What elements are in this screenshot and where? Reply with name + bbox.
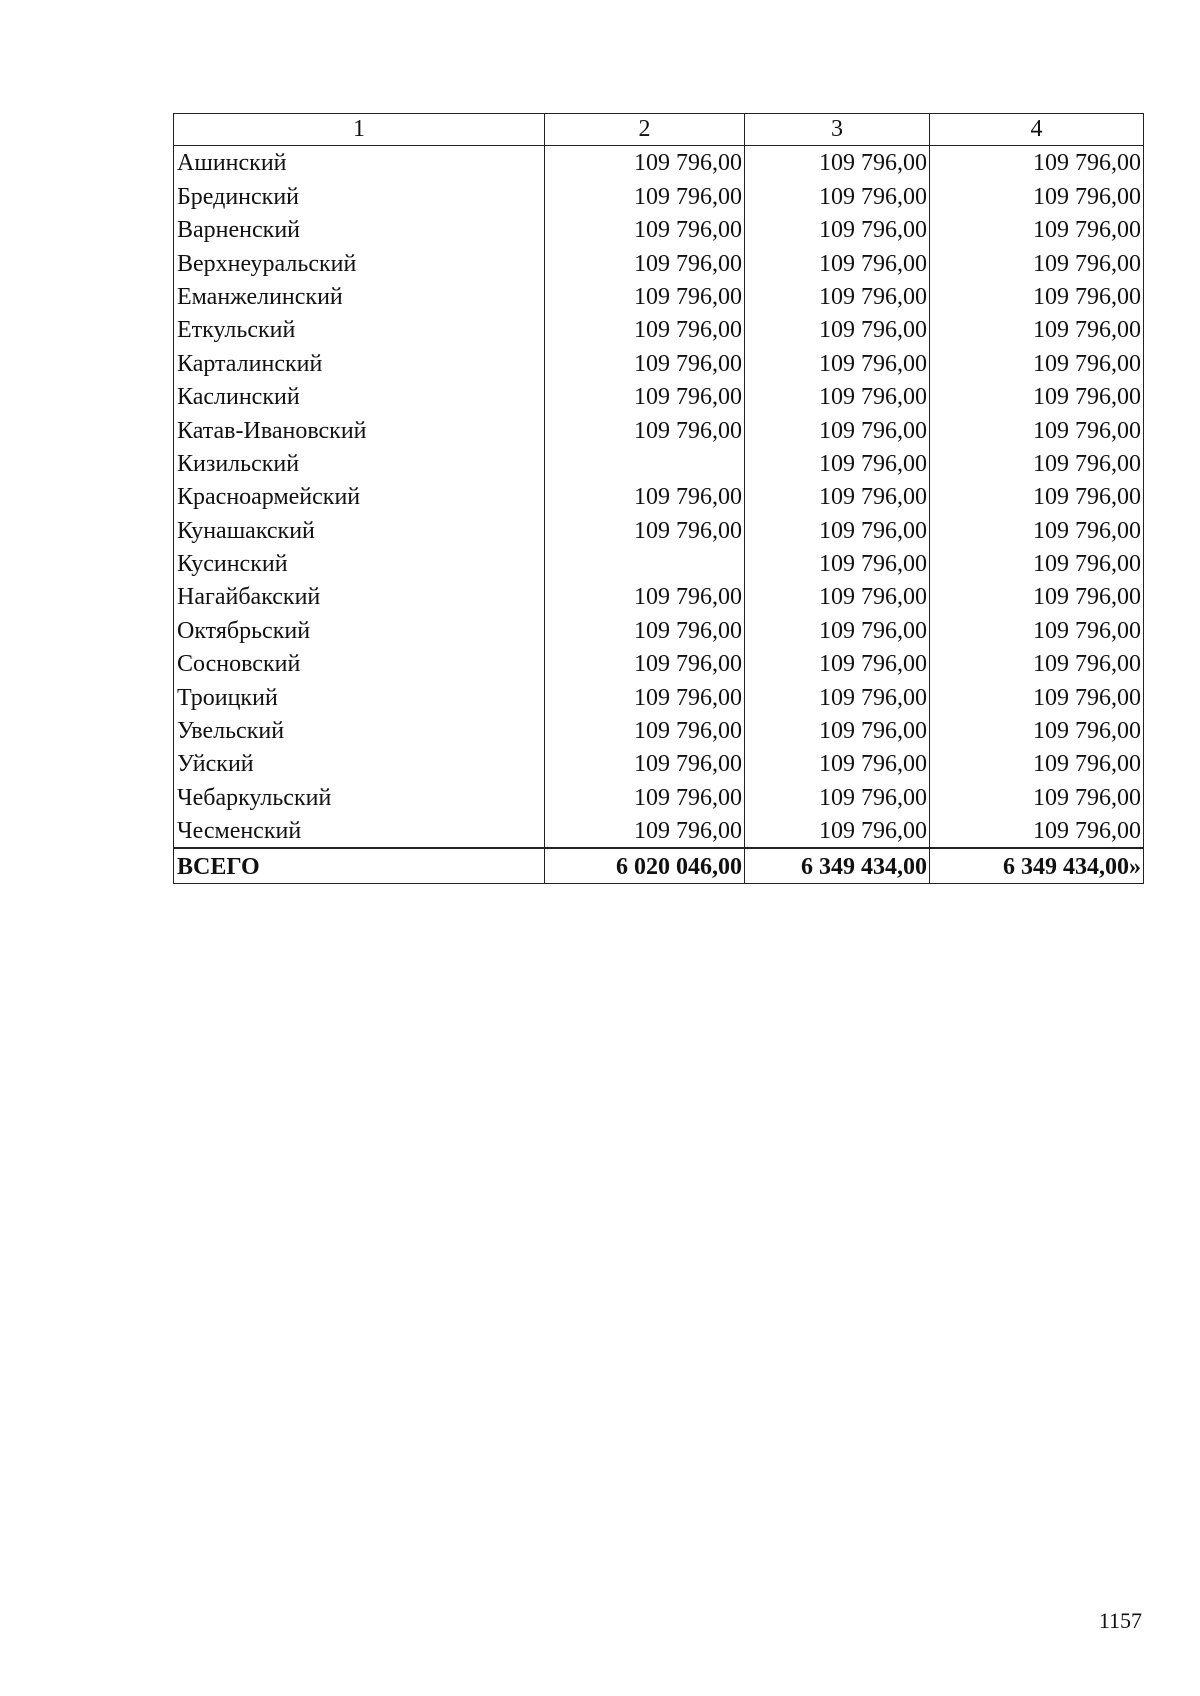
value-col-2: 109 796,00 xyxy=(545,780,745,813)
value-col-4: 109 796,00 xyxy=(930,280,1144,313)
district-name: Красноармейский xyxy=(174,480,545,513)
table-row xyxy=(174,313,1144,346)
value-col-4: 109 796,00 xyxy=(930,313,1144,346)
table-row xyxy=(174,613,1144,646)
value-col-4: 109 796,00 xyxy=(930,547,1144,580)
table-row xyxy=(174,413,1144,446)
value-col-3: 109 796,00 xyxy=(745,146,930,180)
district-name: Кунашакский xyxy=(174,513,545,546)
value-col-4: 109 796,00 xyxy=(930,346,1144,379)
district-name: Верхнеуральский xyxy=(174,246,545,279)
value-col-3: 109 796,00 xyxy=(745,814,930,848)
value-col-3: 109 796,00 xyxy=(745,380,930,413)
district-name: Чебаркульский xyxy=(174,780,545,813)
table-row xyxy=(174,146,1144,180)
column-header-3: 3 xyxy=(745,114,930,146)
table-row xyxy=(174,447,1144,480)
table-row xyxy=(174,680,1144,713)
table-row xyxy=(174,580,1144,613)
table-row xyxy=(174,513,1144,546)
value-col-2: 109 796,00 xyxy=(545,246,745,279)
value-col-4: 109 796,00 xyxy=(930,714,1144,747)
table-header-row xyxy=(174,114,1144,146)
value-col-3: 109 796,00 xyxy=(745,513,930,546)
value-col-4: 109 796,00 xyxy=(930,146,1144,180)
table-row xyxy=(174,380,1144,413)
value-col-4: 109 796,00 xyxy=(930,447,1144,480)
district-name: Кизильский xyxy=(174,447,545,480)
value-col-3: 109 796,00 xyxy=(745,747,930,780)
value-col-2: 109 796,00 xyxy=(545,680,745,713)
district-name: Еманжелинский xyxy=(174,280,545,313)
value-col-4: 109 796,00 xyxy=(930,647,1144,680)
value-col-3: 109 796,00 xyxy=(745,647,930,680)
value-col-3: 109 796,00 xyxy=(745,780,930,813)
total-label: ВСЕГО xyxy=(174,848,545,883)
table-row xyxy=(174,747,1144,780)
value-col-3: 109 796,00 xyxy=(745,447,930,480)
value-col-3: 109 796,00 xyxy=(745,346,930,379)
district-name: Карталинский xyxy=(174,346,545,379)
value-col-2: 109 796,00 xyxy=(545,814,745,848)
value-col-3: 109 796,00 xyxy=(745,280,930,313)
district-name: Кусинский xyxy=(174,547,545,580)
page-number: 1157 xyxy=(1098,1608,1142,1633)
table-row xyxy=(174,547,1144,580)
value-col-3: 109 796,00 xyxy=(745,580,930,613)
district-name: Увельский xyxy=(174,714,545,747)
value-col-4: 109 796,00 xyxy=(930,246,1144,279)
value-col-3: 109 796,00 xyxy=(745,179,930,212)
table-row xyxy=(174,480,1144,513)
value-col-2: 109 796,00 xyxy=(545,179,745,212)
value-col-3: 109 796,00 xyxy=(745,313,930,346)
table-body xyxy=(174,146,1144,849)
value-col-2: 109 796,00 xyxy=(545,747,745,780)
value-col-2: 109 796,00 xyxy=(545,714,745,747)
table-row xyxy=(174,246,1144,279)
table-row xyxy=(174,714,1144,747)
value-col-4: 109 796,00 xyxy=(930,580,1144,613)
district-name: Катав-Ивановский xyxy=(174,413,545,446)
district-name: Брединский xyxy=(174,179,545,212)
value-col-2: 109 796,00 xyxy=(545,413,745,446)
value-col-4: 109 796,00 xyxy=(930,213,1144,246)
value-col-3: 109 796,00 xyxy=(745,680,930,713)
value-col-2: 109 796,00 xyxy=(545,313,745,346)
value-col-2: 109 796,00 xyxy=(545,213,745,246)
table-row xyxy=(174,280,1144,313)
value-col-2: 109 796,00 xyxy=(545,380,745,413)
table-row xyxy=(174,780,1144,813)
value-col-4: 109 796,00 xyxy=(930,814,1144,848)
column-header-1: 1 xyxy=(174,114,545,146)
table-row xyxy=(174,179,1144,212)
column-header-2: 2 xyxy=(545,114,745,146)
value-col-2: 109 796,00 xyxy=(545,346,745,379)
value-col-3: 109 796,00 xyxy=(745,480,930,513)
district-name: Троицкий xyxy=(174,680,545,713)
column-header-4: 4 xyxy=(930,114,1144,146)
value-col-2 xyxy=(545,447,745,480)
total-value-2: 6 020 046,00 xyxy=(545,848,745,883)
district-name: Варненский xyxy=(174,213,545,246)
table-row xyxy=(174,213,1144,246)
district-name: Уйский xyxy=(174,747,545,780)
value-col-3: 109 796,00 xyxy=(745,547,930,580)
district-name: Чесменский xyxy=(174,814,545,848)
value-col-2: 109 796,00 xyxy=(545,480,745,513)
value-col-2: 109 796,00 xyxy=(545,613,745,646)
value-col-2: 109 796,00 xyxy=(545,647,745,680)
value-col-3: 109 796,00 xyxy=(745,413,930,446)
table-row xyxy=(174,814,1144,848)
value-col-2 xyxy=(545,547,745,580)
value-col-2: 109 796,00 xyxy=(545,146,745,180)
value-col-4: 109 796,00 xyxy=(930,380,1144,413)
value-col-4: 109 796,00 xyxy=(930,680,1144,713)
value-col-4: 109 796,00 xyxy=(930,513,1144,546)
value-col-3: 109 796,00 xyxy=(745,213,930,246)
total-row xyxy=(174,848,1144,883)
value-col-2: 109 796,00 xyxy=(545,280,745,313)
value-col-3: 109 796,00 xyxy=(745,613,930,646)
value-col-2: 109 796,00 xyxy=(545,513,745,546)
value-col-4: 109 796,00 xyxy=(930,179,1144,212)
total-value-4: 6 349 434,00» xyxy=(930,848,1144,883)
value-col-2: 109 796,00 xyxy=(545,580,745,613)
table-row xyxy=(174,647,1144,680)
value-col-4: 109 796,00 xyxy=(930,613,1144,646)
value-col-4: 109 796,00 xyxy=(930,480,1144,513)
value-col-4: 109 796,00 xyxy=(930,747,1144,780)
value-col-3: 109 796,00 xyxy=(745,246,930,279)
district-name: Сосновский xyxy=(174,647,545,680)
value-col-4: 109 796,00 xyxy=(930,780,1144,813)
district-name: Еткульский xyxy=(174,313,545,346)
district-name: Ашинский xyxy=(174,146,545,180)
table-row xyxy=(174,346,1144,379)
data-table xyxy=(173,113,1144,884)
value-col-4: 109 796,00 xyxy=(930,413,1144,446)
district-name: Октябрьский xyxy=(174,613,545,646)
value-col-3: 109 796,00 xyxy=(745,714,930,747)
district-name: Каслинский xyxy=(174,380,545,413)
district-name: Нагайбакский xyxy=(174,580,545,613)
total-value-3: 6 349 434,00 xyxy=(745,848,930,883)
